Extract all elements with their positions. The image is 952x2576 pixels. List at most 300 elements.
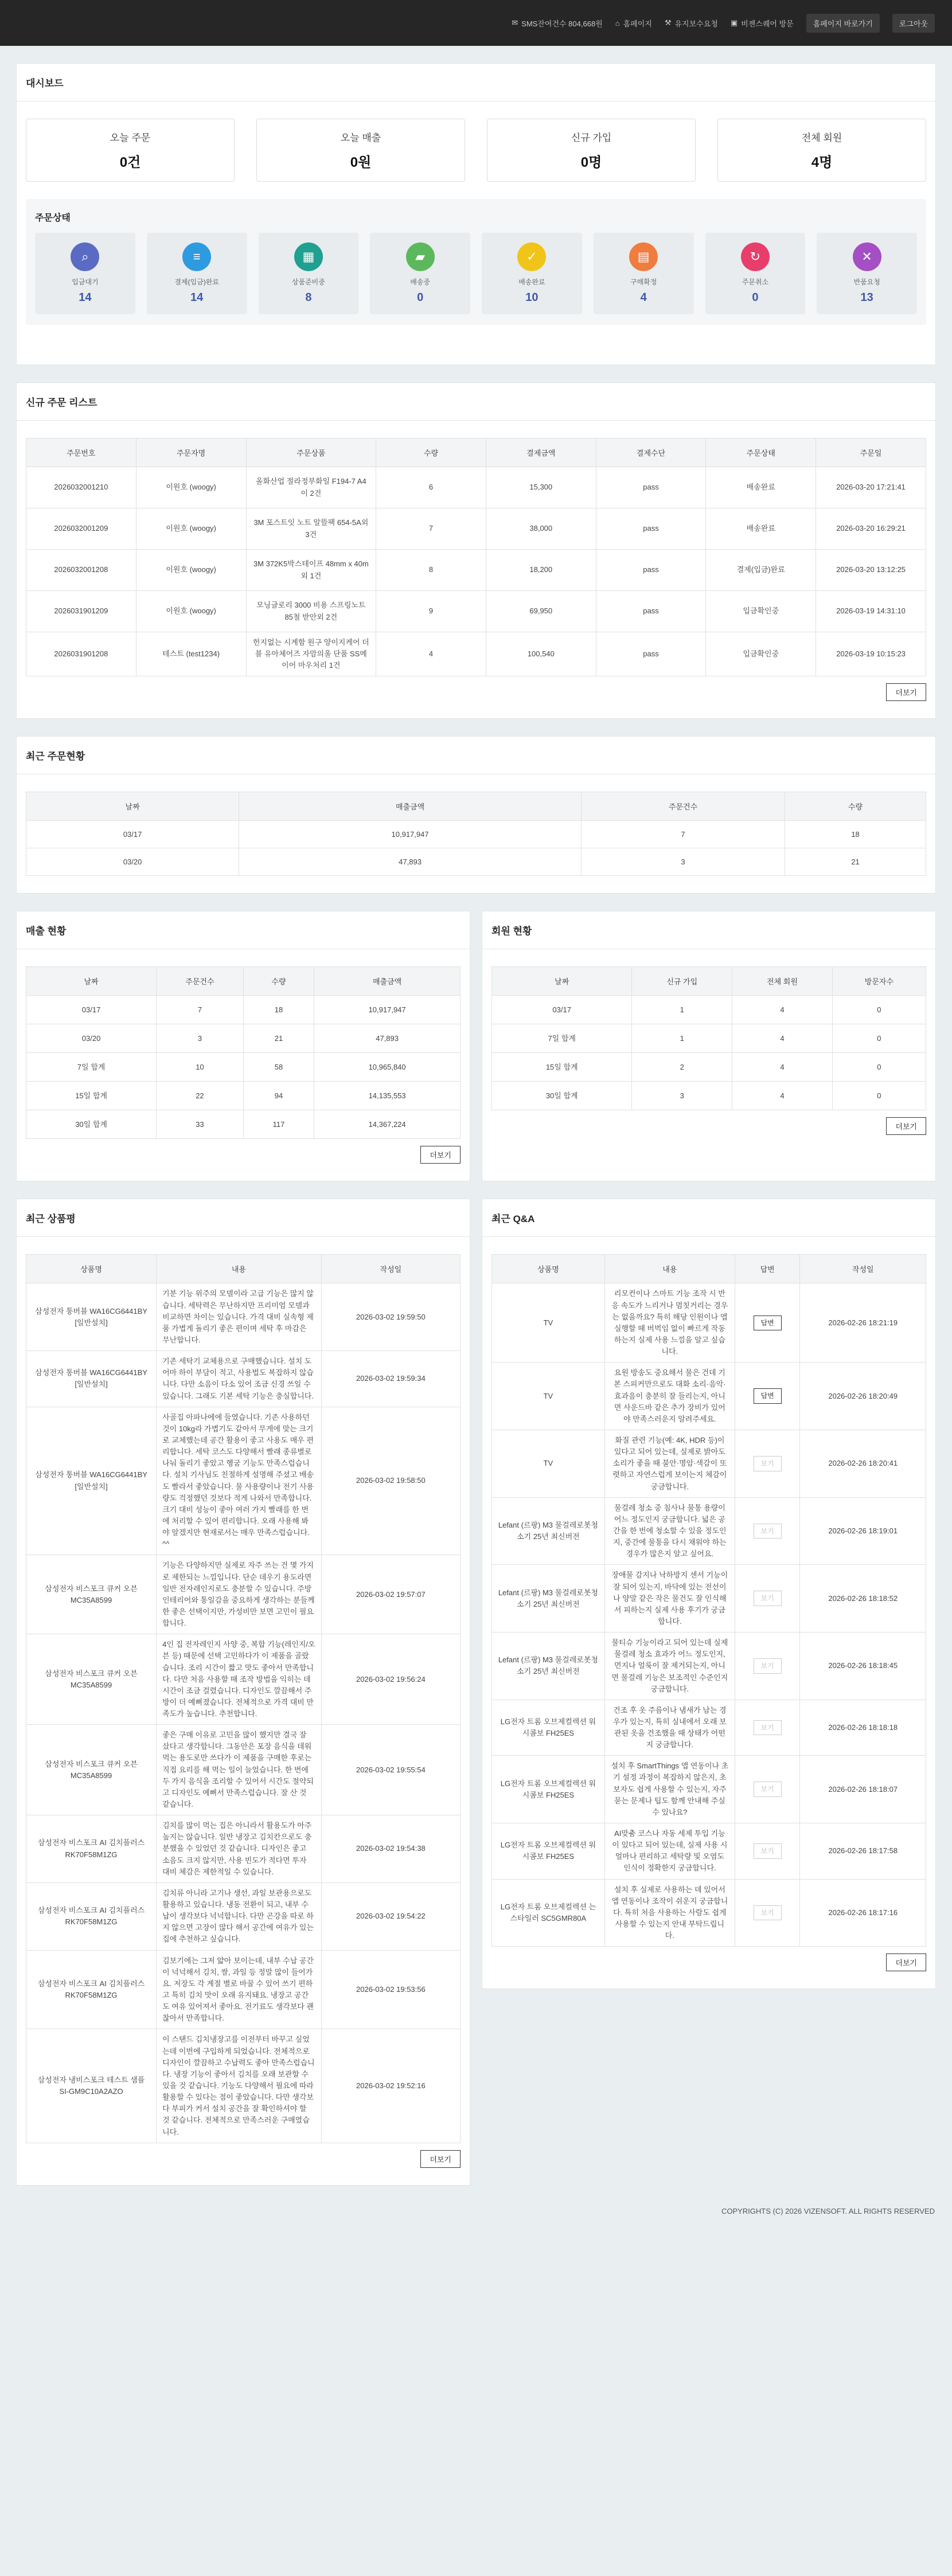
table-row: [26, 1053, 461, 1082]
table-cell: 배송완료: [706, 467, 816, 508]
order-status-count: 14: [79, 291, 92, 304]
column-header: 매출금액: [239, 792, 582, 821]
table-cell: 2026-02-26 18:21:19: [800, 1283, 926, 1363]
table-cell: 리모컨이나 스마트 기능 조작 시 반응 속도가 느리거나 멈칫거리는 경우는 없을까요? 특히 해당 인원이나 앱 실행할 때 버벅임 없이 빠르게 작동하는지 실제 사용 느낌을 알고 싶습니다.: [604, 1283, 735, 1363]
table-cell: 김보기에는 그저 얇아 보이는데, 내부 수납 공간이 넉넉해서 김치, 쌀, 과일 등 정말 많이 들어가요. 저장도 각 계절 별로 바꿀 수 있어 쓰기 편하고 특히 김치 맛이 오래 유지돼요. 냉장고 공간도 여유 있어져서 좋아요. 전기료도 생각보다 괜찮아서 만족합니다.: [157, 1950, 322, 2029]
table-cell: LG전자 트롬 오브제컬렉션 는 스타일러 SC5GMR80A: [492, 1879, 605, 1947]
table-cell: 100,540: [486, 632, 596, 676]
table-cell: 94: [243, 1082, 314, 1110]
qna-panel: [482, 1199, 936, 1989]
table-cell: 2026-02-26 18:20:41: [800, 1430, 926, 1497]
mail-icon: ✉: [512, 18, 518, 27]
table-cell: 2026-03-20 16:29:21: [816, 508, 926, 550]
table-cell: 2026-03-02 19:54:38: [321, 1815, 460, 1883]
table-cell: 결제(입금)완료: [706, 550, 816, 591]
members-table: [491, 966, 926, 1110]
reviews-panel: [16, 1199, 470, 2185]
table-cell: 3: [157, 1024, 244, 1053]
table-cell: 22: [157, 1082, 244, 1110]
table-row: [492, 996, 926, 1024]
order-status-count: 8: [305, 291, 312, 304]
more-button[interactable]: 더보기: [886, 1953, 926, 1971]
order-status-label: 결제(입금)완료: [174, 278, 219, 286]
table-row: [26, 1950, 461, 2029]
table-cell: 2026-03-20 17:21:41: [816, 467, 926, 508]
table-cell: 이원호 (woogy): [136, 467, 246, 508]
column-header: 주문상품: [246, 439, 376, 467]
answer-button[interactable]: 보기: [754, 1782, 782, 1797]
table-cell: 10,965,840: [314, 1053, 461, 1082]
table-cell: 이원호 (woogy): [136, 591, 246, 632]
table-row: [26, 2029, 461, 2143]
table-cell: [735, 1823, 800, 1880]
table-cell: 2026-02-26 18:18:52: [800, 1565, 926, 1632]
table-cell: 7일 합계: [492, 1024, 632, 1053]
column-header: 신규 가입: [632, 967, 732, 996]
answer-button[interactable]: 보기: [754, 1456, 782, 1471]
table-cell: 모닝글로리 3000 비용 스프링노트 85철 받안외 2건: [246, 591, 376, 632]
table-cell: 14,135,553: [314, 1082, 461, 1110]
order-status-label: 배송중: [410, 278, 431, 286]
table-cell: 테스트 (test1234): [136, 632, 246, 676]
order-status-title: 주문상태: [35, 213, 71, 223]
answer-button[interactable]: 보기: [754, 1720, 782, 1736]
table-row: [26, 1882, 461, 1950]
table-row: [26, 1110, 461, 1139]
table-cell: [735, 1632, 800, 1700]
column-header: 수량: [785, 792, 926, 821]
footer: [0, 2186, 952, 2237]
table-cell: 김치류 아니라 고기나 생선, 과일 보관용으로도 활용하고 있습니다. 냉동 전환이 되고, 내부 수납이 생각보다 넉넉합니다. 다만 곤강을 따로 하지 않으면 고장이 많다 해서 공간에 여유가 있는 집에 추천하고 싶습니다.: [157, 1882, 322, 1950]
table-cell: 설치 후 SmartThings 앱 연동이나 초기 설정 과정이 복잡하지 않은지, 초보자도 쉽게 사용할 수 있는지, 자주 묻는 문제나 팁도 함께 안내해 주실 수 있나요?: [604, 1756, 735, 1823]
table-cell: 좋은 구매 이유로 고민을 많이 했지만 결국 잘 샀다고 생각합니다. 그동안은 포장 음식을 데워 먹는 용도로만 쓰다가 이 제품을 구매한 후로는 직접 요리를 해 먹는 일이 늘었습니다. 한 번에 두 가지 음식을 조리할 수 있어서 시간도 절약되고 디자인도 예뻐서 만족스럽습니다. 잘 산 것 같습니다.: [157, 1725, 322, 1815]
table-row: [492, 1632, 926, 1700]
order-status-card[interactable]: [259, 233, 359, 314]
table-cell: 삼성전자 통버블 WA16CG6441BY [일반설치]: [26, 1351, 157, 1407]
order-status-grid: [35, 233, 917, 314]
recent-orders-title: 최근 주문현황: [17, 737, 935, 774]
table-cell: 3: [632, 1082, 732, 1110]
table-cell: 4: [732, 1082, 833, 1110]
table-cell: 6: [376, 467, 486, 508]
table-row: [26, 1283, 461, 1351]
table-cell: pass: [596, 632, 706, 676]
square-icon: ▣: [730, 18, 738, 27]
order-status-count: 10: [525, 291, 539, 304]
table-cell: 4: [732, 1024, 833, 1053]
column-header: 내용: [604, 1255, 735, 1283]
stat-box: 전체 회원 4명: [717, 119, 926, 182]
table-row: [492, 1700, 926, 1756]
order-status-card[interactable]: [594, 233, 694, 314]
order-status-card[interactable]: [147, 233, 247, 314]
table-cell: 장애물 감지나 낙하방지 센서 기능이 잘 되어 있는지, 바닥에 있는 전선이나 양말 같은 작은 물건도 잘 인식해서 피하는지 실제 사용 후기가 궁금합니다.: [604, 1565, 735, 1632]
answer-button[interactable]: 답변: [754, 1388, 782, 1404]
order-status-label: 배송완료: [518, 278, 545, 286]
table-cell: 헌지없는 시계함 원구 양이지케어 더블 유아체어즈 자맘의울 단품 SS메이어 마우처리 1건: [246, 632, 376, 676]
answer-button[interactable]: 보기: [754, 1843, 782, 1859]
table-cell: 삼성전자 비스포크 큐커 오븐 MC35A8599: [26, 1725, 157, 1815]
table-cell: [735, 1430, 800, 1497]
table-row: [492, 1823, 926, 1880]
table-cell: 2026032001210: [26, 467, 136, 508]
logout-button[interactable]: 로그아웃: [892, 14, 935, 33]
table-cell: 4: [732, 1053, 833, 1082]
table-cell: 삼성전자 비스포크 큐커 오븐 MC35A8599: [26, 1634, 157, 1725]
table-row: [26, 1351, 461, 1407]
table-cell: 올화산업 절라정부화일 F194-7 A4 이 2건: [246, 467, 376, 508]
table-row: [26, 821, 926, 848]
column-header: 주문자명: [136, 439, 246, 467]
table-cell: [735, 1565, 800, 1632]
table-cell: 2026-02-26 18:18:45: [800, 1632, 926, 1700]
order-status-label: 주문취소: [742, 278, 769, 286]
table-cell: TV: [492, 1363, 605, 1430]
table-cell: [735, 1879, 800, 1947]
order-status-count: 13: [860, 291, 873, 304]
table-cell: 4인 집 전자레인지 사양 중, 복합 기능(레인지/오븐 등) 때문에 선택 고민하다가 이 제품을 골랐습니다. 조리 시간이 짧고 맛도 좋아서 만족합니다. 다만 처음 사용할 때 조작 방법을 익히는 데 시간이 조금 걸렸습니다. 디자인도 깔끔해서 주방이 더 예뻐졌습니다. 전체적으로 가격 대비 만족도가 높습니다. 추천합니다.: [157, 1634, 322, 1725]
table-cell: 0: [832, 1082, 926, 1110]
table-cell: 2026-03-19 14:31:10: [816, 591, 926, 632]
table-row: [26, 1634, 461, 1725]
table-cell: 2026-02-26 18:17:16: [800, 1879, 926, 1947]
table-cell: 2026032001209: [26, 508, 136, 550]
table-cell: pass: [596, 508, 706, 550]
table-row: [26, 1725, 461, 1815]
table-row: [26, 848, 926, 876]
table-cell: 03/20: [26, 848, 239, 876]
home-icon: ⌂: [615, 18, 620, 28]
answer-button[interactable]: 보기: [754, 1591, 782, 1606]
qna-table: [491, 1254, 926, 1947]
table-cell: 입금확인중: [706, 591, 816, 632]
order-status-count: 0: [752, 291, 759, 304]
table-row: [492, 1283, 926, 1363]
qna-title: 최근 Q&A: [482, 1199, 935, 1237]
copyright: COPYRIGHTS (C) 2026 VIZENSOFT. ALL RIGHTS RESERVED: [721, 2207, 935, 2216]
table-cell: 2026032001208: [26, 550, 136, 591]
sales-table: [26, 966, 461, 1139]
answer-button[interactable]: 보기: [754, 1524, 782, 1539]
sales-title: 매출 현황: [17, 911, 470, 949]
table-row: [492, 1879, 926, 1947]
table-cell: 03/17: [26, 821, 239, 848]
table-cell: AI맞춤 코스나 자동 세제 투입 기능이 있다고 되어 있는데, 실제 사용 시 얼마나 편리하고 세탁량 및 오염도 인식이 정확한지 궁금합니다.: [604, 1823, 735, 1880]
table-cell: 18,200: [486, 550, 596, 591]
close-icon: ✕: [853, 242, 881, 271]
order-status-card[interactable]: [370, 233, 470, 314]
table-cell: 3: [581, 848, 785, 876]
table-cell: 설치 후 실제로 사용하는 데 있어서 앱 연동이나 조작이 쉬운지 궁금합니다. 특히 처음 사용하는 사람도 쉽게 사용할 수 있는지 안내 부탁드립니다.: [604, 1879, 735, 1947]
check-icon: ✓: [517, 242, 546, 271]
table-cell: LG전자 트롬 오브제컬렉션 워시콤보 FH25ES: [492, 1823, 605, 1880]
table-row: [492, 1363, 926, 1430]
stats-row: [17, 119, 935, 182]
table-row: [26, 1082, 461, 1110]
table-cell: 8: [376, 550, 486, 591]
column-header: 수량: [376, 439, 486, 467]
column-header: 상품명: [26, 1255, 157, 1283]
order-status-count: 4: [640, 291, 647, 304]
sales-panel: [16, 911, 470, 1181]
column-header: 방문자수: [832, 967, 926, 996]
new-orders-table: [26, 438, 926, 676]
column-header: 주문번호: [26, 439, 136, 467]
table-row: [492, 1024, 926, 1053]
order-status-label: 상품준비중: [291, 278, 325, 286]
table-cell: 2026031901208: [26, 632, 136, 676]
table-cell: 2026-03-02 19:53:56: [321, 1950, 460, 2029]
table-row: [26, 550, 926, 591]
table-cell: 15일 합계: [492, 1053, 632, 1082]
stat-box: 오늘 주문 0건: [26, 119, 235, 182]
column-header: 주문건수: [581, 792, 785, 821]
table-cell: 21: [243, 1024, 314, 1053]
homepage-link[interactable]: ⌂ 홈페이지: [615, 18, 652, 28]
answer-button[interactable]: 답변: [754, 1316, 782, 1331]
database-icon: ≡: [182, 242, 211, 271]
column-header: 주문일: [816, 439, 926, 467]
table-cell: 삼성전자 비스포크 AI 김치플러스 RK70F58M1ZG: [26, 1815, 157, 1883]
table-cell: 화질 관련 기능(예: 4K, HDR 등)이 있다고 되어 있는데, 실제로 밝아도 소리가 좋을 때 불안·명암·색감이 또렷하고 자연스럽게 보이는지 체감이 궁금합니다.: [604, 1430, 735, 1497]
answer-button[interactable]: 보기: [754, 1905, 782, 1921]
table-cell: 21: [785, 848, 926, 876]
table-cell: 입금확인중: [706, 632, 816, 676]
dashboard-panel: [16, 63, 936, 365]
table-cell: 7일 합계: [26, 1053, 157, 1082]
table-cell: LG전자 트롬 오브제컬렉션 워시콤보 FH25ES: [492, 1756, 605, 1823]
table-cell: 7: [157, 996, 244, 1024]
order-status-card[interactable]: [35, 233, 135, 314]
maintenance-link[interactable]: ⚒ 유지보수요청: [664, 18, 718, 28]
table-row: [26, 1407, 461, 1555]
table-cell: pass: [596, 550, 706, 591]
column-header: 상품명: [492, 1255, 605, 1283]
table-row: [26, 1815, 461, 1883]
table-cell: 38,000: [486, 508, 596, 550]
more-button[interactable]: 더보기: [886, 683, 926, 701]
top-bar: [0, 0, 952, 46]
more-button[interactable]: 더보기: [420, 2150, 461, 2168]
table-row: [26, 508, 926, 550]
more-button[interactable]: 더보기: [420, 1146, 461, 1164]
table-row: [26, 467, 926, 508]
table-cell: 30일 합계: [492, 1082, 632, 1110]
table-cell: 1: [632, 1024, 732, 1053]
table-row: [492, 1497, 926, 1565]
table-cell: 4: [376, 632, 486, 676]
table-cell: 2026-03-19 10:15:23: [816, 632, 926, 676]
reviews-table: [26, 1254, 461, 2143]
table-cell: 기분 기능 위주의 모델이라 고급 기능은 많지 않습니다. 세탁력은 무난하지만 프리미엄 모델과 비교하면 차이는 있습니다. 가격 대비 실속형 제품 가볍게 돌리기 좋은 편이며 세탁 후 마감은 무난합니다.: [157, 1283, 322, 1351]
table-row: [26, 632, 926, 676]
table-cell: 03/17: [26, 996, 157, 1024]
table-cell: 10,917,947: [239, 821, 582, 848]
column-header: 날짜: [26, 792, 239, 821]
table-cell: 117: [243, 1110, 314, 1139]
table-cell: 요원 방송도 중요해서 물은 건데 기본 스피커만으로도 대화 소리·음악·효과음이 충분히 잘 들리는지, 아니면 사운드바 같은 추가 장비가 있어야 만족스러운지 알려주세요.: [604, 1363, 735, 1430]
table-cell: [735, 1497, 800, 1565]
table-cell: 2026-02-26 18:18:07: [800, 1756, 926, 1823]
table-cell: TV: [492, 1430, 605, 1497]
table-cell: 물걸레 청소 중 침사나 물통 용량이 어느 정도인지 궁금합니다. 넓은 공간을 한 번에 청소할 수 있을 정도인지, 중간에 물통을 다시 채워야 하는 경우가 많은지 알고 싶어요.: [604, 1497, 735, 1565]
order-status-count: 0: [417, 291, 424, 304]
table-row: [492, 1082, 926, 1110]
table-cell: 삼성전자 비스포크 AI 김치플러스 RK70F58M1ZG: [26, 1950, 157, 2029]
table-cell: 2026-03-02 19:54:22: [321, 1882, 460, 1950]
table-cell: 9: [376, 591, 486, 632]
table-cell: TV: [492, 1283, 605, 1363]
table-cell: 2026-03-02 19:57:07: [321, 1555, 460, 1634]
table-row: [492, 1565, 926, 1632]
new-orders-title: 신규 주문 리스트: [17, 383, 935, 421]
table-cell: 삼성전자 비스포크 AI 김치플러스 RK70F58M1ZG: [26, 1882, 157, 1950]
table-cell: 0: [832, 996, 926, 1024]
column-header: 결제금액: [486, 439, 596, 467]
dashboard-title: 대시보드: [17, 64, 935, 101]
table-cell: 0: [832, 1053, 926, 1082]
recent-orders-panel: [16, 736, 936, 894]
table-cell: 30일 합계: [26, 1110, 157, 1139]
table-cell: 2026-03-02 19:52:16: [321, 2029, 460, 2143]
table-cell: [735, 1700, 800, 1756]
reviews-title: 최근 상품평: [17, 1199, 470, 1237]
table-cell: 2026-03-02 19:59:50: [321, 1283, 460, 1351]
table-cell: 사골집 아파나에에 들였습니다. 기존 사용하던 것이 10kg라 가볍기도 같아서 무게에 맞는 크기로 교체했는데 공간 활용이 좋고 사용도 매우 편리합니다. 세탁 코스도 다양해서 빨래 종류별로 나눠 돌리기 좋았고 헹굼 기능도 만족스럽습니다. 설치 기사님도 친절하게 설명해 주셨고 배송도 빨라서 좋았습니다. 물 사용량이나 전기 사용량도 걱정했던 것보다 적게 나와서 만족합니다. 크기 대비 성능이 좋아 여러 가지 빨래를 한 번에 처리할 수 있어 편리합니다. 오래 사용해 봐야 알겠지만 현재로서는 매우 만족스럽습니다. ^^: [157, 1407, 322, 1555]
table-cell: 03/20: [26, 1024, 157, 1053]
table-cell: 이원호 (woogy): [136, 550, 246, 591]
table-cell: 물티슈 기능이라고 되어 있는데 실제 물걸레 청소 효과가 어느 정도인지, 먼지나 얼룩이 잘 제거되는지, 아니면 물걸레 기능은 보조적인 수준인지 궁금합니다.: [604, 1632, 735, 1700]
table-cell: 삼성전자 통버블 WA16CG6441BY [일반설치]: [26, 1407, 157, 1555]
table-cell: 김치를 많이 먹는 집은 아니라서 활용도가 아주 높지는 않습니다. 일반 냉장고 김치칸으로도 충분했을 수 있었던 것 같습니다. 디자인은 좋고 소음도 크지 않지만, 사용 빈도가 적다면 투자 대비 체감은 제한적일 수 있습니다.: [157, 1815, 322, 1883]
search-icon: ⌕: [71, 242, 99, 271]
table-cell: 삼성전자 통버블 WA16CG6441BY [일반설치]: [26, 1283, 157, 1351]
table-cell: 2026-03-02 19:58:50: [321, 1407, 460, 1555]
table-cell: 기능은 다양하지만 실제로 자주 쓰는 건 몇 가지 로 제한되는 느낌입니다. 단순 데우기 용도라면 일반 전자레인지로도 충분할 수 있습니다. 주방 인테리어와 통일감을 중요하게 생각하는 분들께 한 좋은 선택이지만, 가성비만 보면 고민이 필요합니다.: [157, 1555, 322, 1634]
table-cell: 2026-03-20 13:12:25: [816, 550, 926, 591]
table-row: [492, 1756, 926, 1823]
table-cell: 18: [243, 996, 314, 1024]
table-cell: 47,893: [314, 1024, 461, 1053]
more-button[interactable]: 더보기: [886, 1117, 926, 1135]
table-cell: 69,950: [486, 591, 596, 632]
table-row: [26, 591, 926, 632]
table-cell: [735, 1756, 800, 1823]
members-title: 회원 현황: [482, 911, 935, 949]
table-cell: 03/17: [492, 996, 632, 1024]
table-cell: pass: [596, 591, 706, 632]
refresh-icon: ↻: [741, 242, 770, 271]
table-cell: [735, 1363, 800, 1430]
table-cell: 2026-02-26 18:19:01: [800, 1497, 926, 1565]
column-header: 결제수단: [596, 439, 706, 467]
table-row: [26, 996, 461, 1024]
column-header: 주문상태: [706, 439, 816, 467]
table-cell: 삼성전자 비스포크 큐커 오븐 MC35A8599: [26, 1555, 157, 1634]
table-row: [492, 1053, 926, 1082]
table-cell: Lefant (르팡) M3 물걸레로봇청소기 25년 최신버전: [492, 1632, 605, 1700]
table-cell: 15일 합계: [26, 1082, 157, 1110]
table-cell: 1: [632, 996, 732, 1024]
sms-balance[interactable]: ✉ SMS잔여건수 804,668원: [512, 18, 603, 28]
order-status-label: 입금대기: [72, 278, 99, 286]
table-cell: 58: [243, 1053, 314, 1082]
answer-button[interactable]: 보기: [754, 1658, 782, 1674]
column-header: 수량: [243, 967, 314, 996]
document-icon: ▤: [629, 242, 658, 271]
column-header: 매출금액: [314, 967, 461, 996]
column-header: 날짜: [26, 967, 157, 996]
order-status-card[interactable]: [705, 233, 806, 314]
table-cell: 2026-03-02 19:55:54: [321, 1725, 460, 1815]
table-cell: 2: [632, 1053, 732, 1082]
table-cell: pass: [596, 467, 706, 508]
table-cell: 3M 372K5박스테이프 48mm x 40m외 1건: [246, 550, 376, 591]
table-cell: 3M 포스트잇 노트 알뜰팩 654-5A외 3건: [246, 508, 376, 550]
table-cell: 건조 후 옷 주름이나 냄새가 남는 경우가 있는지, 특히 실내에서 오래 보관된 옷을 건조했을 때 상태가 어떤지 궁금합니다.: [604, 1700, 735, 1756]
visit-link[interactable]: ▣ 비젠스퀘어 방문: [730, 18, 794, 28]
order-status-card[interactable]: [817, 233, 917, 314]
table-cell: 14,367,224: [314, 1110, 461, 1139]
order-status-label: 구매확정: [630, 278, 657, 286]
table-cell: 0: [832, 1024, 926, 1053]
order-status-card[interactable]: [482, 233, 582, 314]
table-cell: [735, 1283, 800, 1363]
go-homepage-button[interactable]: 홈페이지 바로가기: [806, 14, 880, 33]
table-cell: 2026-02-26 18:17:58: [800, 1823, 926, 1880]
column-header: 작성일: [321, 1255, 460, 1283]
column-header: 전체 회원: [732, 967, 833, 996]
members-panel: [482, 911, 936, 1181]
stat-box: 신규 가입 0명: [487, 119, 696, 182]
table-cell: 삼성전자 냉비스포크 테스트 샘플 SI-GM9C10A2AZO: [26, 2029, 157, 2143]
table-cell: 10,917,947: [314, 996, 461, 1024]
column-header: 답변: [735, 1255, 800, 1283]
truck-icon: ▰: [406, 242, 435, 271]
table-cell: 7: [581, 821, 785, 848]
table-cell: 기존 세탁기 교체용으로 구매했습니다. 설치 도 어마 하이 부담이 적고, 사용법도 복잡하지 않습니다. 다만 소음이 다소 있어 조금 신경 쓰일 수 있습니다. 그래도 기본 세탁 기능은 충실합니다.: [157, 1351, 322, 1407]
column-header: 날짜: [492, 967, 632, 996]
table-cell: 2026-03-02 19:56:24: [321, 1634, 460, 1725]
table-cell: 2026-02-26 18:18:18: [800, 1700, 926, 1756]
stat-box: 오늘 매출 0원: [256, 119, 465, 182]
table-row: [492, 1430, 926, 1497]
table-cell: 15,300: [486, 467, 596, 508]
column-header: 내용: [157, 1255, 322, 1283]
table-row: [26, 1024, 461, 1053]
new-orders-panel: [16, 382, 936, 719]
table-cell: Lefant (르팡) M3 물걸레로봇청소기 25년 최신버전: [492, 1565, 605, 1632]
recent-orders-table: [26, 792, 926, 876]
table-cell: 47,893: [239, 848, 582, 876]
table-cell: Lefant (르팡) M3 물걸레로봇청소기 25년 최신버전: [492, 1497, 605, 1565]
column-header: 작성일: [800, 1255, 926, 1283]
table-cell: 2026-02-26 18:20:49: [800, 1363, 926, 1430]
wrench-icon: ⚒: [664, 18, 672, 27]
table-cell: LG전자 트롬 오브제컬렉션 워시콤보 FH25ES: [492, 1700, 605, 1756]
table-cell: 2026-03-02 19:59:34: [321, 1351, 460, 1407]
table-cell: 배송완료: [706, 508, 816, 550]
table-cell: 4: [732, 996, 833, 1024]
table-cell: 이 스탠드 김치냉장고를 이전부터 바꾸고 싶었는데 이번에 구입하게 되었습니다. 전체적으로 디자인이 깔끔하고 수납력도 좋아 만족스럽습니다. 냉장 기능이 좋아서 김치를 오래 보관할 수 있을 것 같습니다. 기능도 다양해서 필요에 따라 활용할 수 있다는 점이 좋았습니다. 다만 생각보다 부피가 커서 설치 공간을 잘 확인하셔야 할 것 같습니다. 전체적으로 만족스러운 구매였습니다.: [157, 2029, 322, 2143]
order-status-section: [26, 199, 926, 325]
column-header: 주문건수: [157, 967, 244, 996]
table-cell: 10: [157, 1053, 244, 1082]
order-status-label: 반품요청: [853, 278, 880, 286]
order-status-count: 14: [190, 291, 204, 304]
table-cell: 7: [376, 508, 486, 550]
table-row: [26, 1555, 461, 1634]
